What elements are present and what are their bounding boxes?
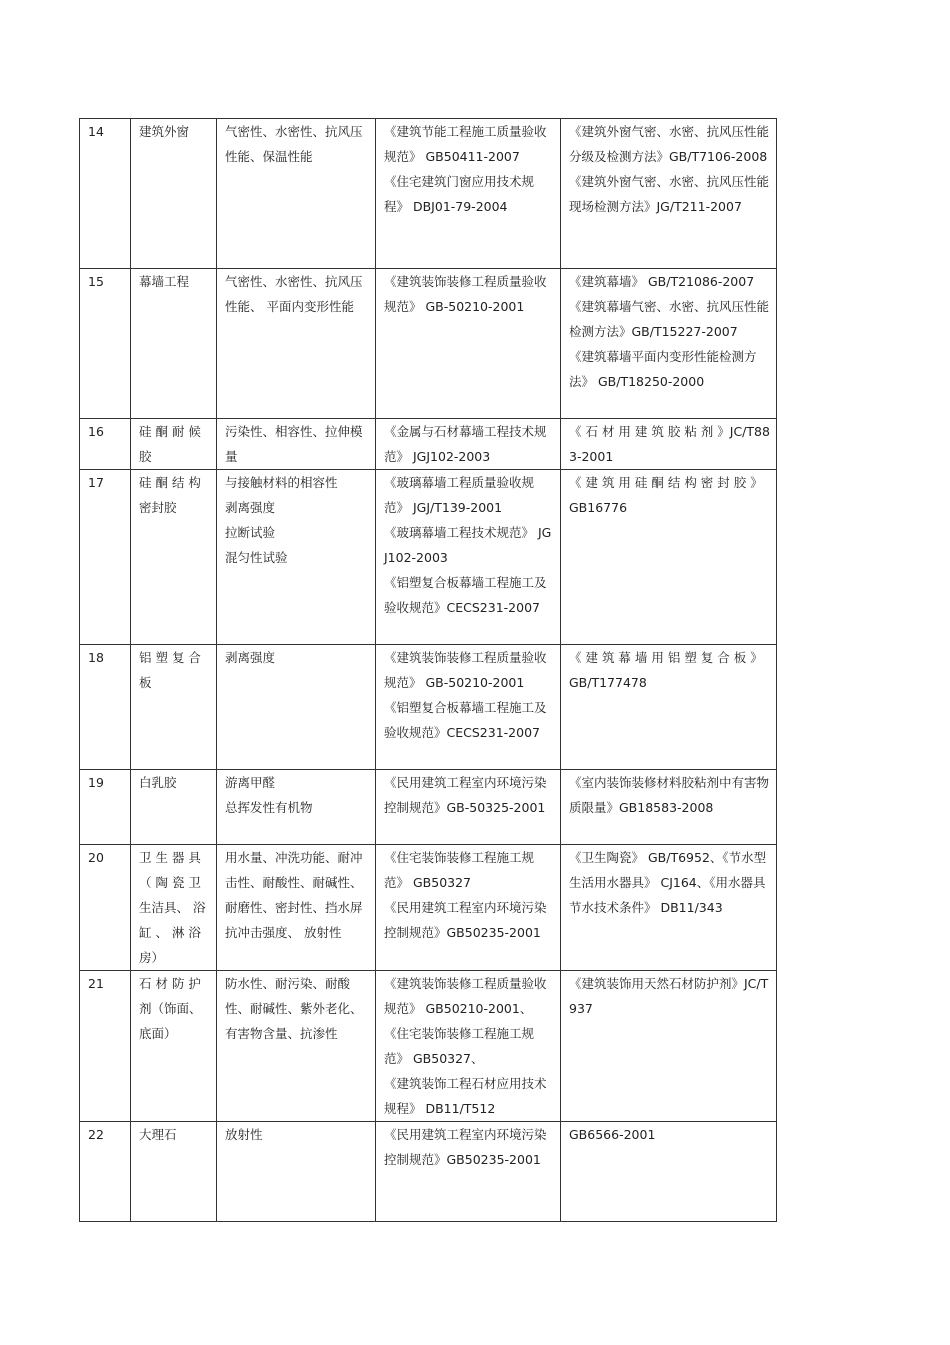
- cell-test-items: [217, 1122, 376, 1222]
- cell-test-methods: [561, 971, 777, 1122]
- cell-text-line: 《民用建筑工程室内环境污染控制规范》GB-50325-2001: [384, 775, 547, 815]
- cell-test-methods: [561, 419, 777, 470]
- cell-text-line: 《民用建筑工程室内环境污染控制规范》GB50235-2001: [384, 900, 547, 940]
- cell-test-items: [217, 419, 376, 470]
- cell-text-line: 《住宅装饰装修工程施工规范》 GB50327: [384, 850, 535, 890]
- cell-text-line: 《铝塑复合板幕墙工程施工及验收规范》CECS231-2007: [384, 700, 547, 740]
- cell-text-line: 《建筑幕墙气密、水密、抗风压性能检测方法》GB/T15227-2007: [569, 299, 770, 339]
- cell-text-line: 《民用建筑工程室内环境污染控制规范》GB50235-2001: [384, 1127, 547, 1167]
- cell-text-line: 混匀性试验: [225, 550, 288, 565]
- cell-test-methods: [561, 845, 777, 971]
- cell-text-line: 《 建 筑 幕 墙 用 铝 塑 复 合 板 》GB/T177478: [569, 650, 763, 690]
- cell-material-name: [131, 845, 217, 971]
- cell-number: 21: [80, 971, 131, 1122]
- cell-acceptance-standards: [376, 1122, 561, 1222]
- cell-acceptance-standards: [376, 470, 561, 645]
- cell-test-items: [217, 269, 376, 419]
- cell-number: 15: [80, 269, 131, 419]
- cell-material-name: [131, 1122, 217, 1222]
- table-body: [80, 119, 777, 1222]
- cell-text-line: 剥离强度: [225, 650, 276, 665]
- table-row: [80, 645, 777, 770]
- cell-text-line: 铝 塑 复 合 板: [139, 650, 201, 690]
- cell-text-line: 《建筑装饰工程石材应用技术规程》 DB11/T512: [384, 1076, 547, 1116]
- cell-text-line: 建筑外窗: [139, 124, 190, 139]
- table-row: [80, 119, 777, 269]
- cell-material-name: [131, 770, 217, 845]
- cell-number: 20: [80, 845, 131, 971]
- cell-material-name: [131, 971, 217, 1122]
- cell-text-line: 《建筑装饰装修工程质量验收规范》 GB-50210-2001: [384, 274, 547, 314]
- cell-text-line: 《建筑装饰用天然石材防护剂》JC/T937: [569, 976, 769, 1016]
- cell-text-line: 卫 生 器 具 （ 陶 瓷 卫 生洁具、 浴 缸 、 淋 浴 房）: [139, 850, 206, 965]
- cell-text-line: 《建筑装饰装修工程质量验收规范》 GB-50210-2001: [384, 650, 547, 690]
- cell-number: 19: [80, 770, 131, 845]
- cell-test-items: [217, 645, 376, 770]
- cell-material-name: [131, 119, 217, 269]
- cell-text-line: 《建筑幕墙》 GB/T21086-2007: [569, 274, 755, 289]
- cell-text-line: 剥离强度: [225, 500, 276, 515]
- table-row: [80, 971, 777, 1122]
- cell-text-line: 气密性、水密性、抗风压性能、 平面内变形性能: [225, 274, 363, 314]
- cell-text-line: 《 建 筑 用 硅 酮 结 构 密 封 胶 》GB16776: [569, 475, 763, 515]
- cell-acceptance-standards: [376, 971, 561, 1122]
- cell-acceptance-standards: [376, 845, 561, 971]
- cell-number: 17: [80, 470, 131, 645]
- cell-text-line: 《铝塑复合板幕墙工程施工及验收规范》CECS231-2007: [384, 575, 547, 615]
- cell-number: 18: [80, 645, 131, 770]
- cell-test-items: [217, 470, 376, 645]
- cell-text-line: 硅 酮 结 构 密封胶: [139, 475, 201, 515]
- cell-material-name: [131, 470, 217, 645]
- cell-test-methods: [561, 645, 777, 770]
- cell-text-line: 《住宅建筑门窗应用技术规程》 DBJ01-79-2004: [384, 174, 535, 214]
- cell-text-line: 《 石 材 用 建 筑 胶 粘 剂 》JC/T883-2001: [569, 424, 770, 464]
- table-row: [80, 419, 777, 470]
- cell-text-line: 总挥发性有机物: [225, 800, 313, 815]
- cell-text-line: 硅 酮 耐 候 胶: [139, 424, 201, 464]
- cell-text-line: 石 材 防 护 剂（饰面、底面）: [139, 976, 202, 1041]
- cell-text-line: 《室内装饰装修材料胶粘剂中有害物质限量》GB18583-2008: [569, 775, 770, 815]
- table-row: [80, 269, 777, 419]
- cell-text-line: 《金属与石材幕墙工程技术规范》 JGJ102-2003: [384, 424, 547, 464]
- cell-number: 14: [80, 119, 131, 269]
- cell-test-items: [217, 770, 376, 845]
- cell-test-items: [217, 971, 376, 1122]
- cell-test-methods: [561, 269, 777, 419]
- cell-text-line: 用水量、冲洗功能、耐冲击性、耐酸性、耐碱性、耐磨性、密封性、挡水屏抗冲击强度、 放射性: [225, 850, 363, 940]
- cell-text-line: 《建筑幕墙平面内变形性能检测方法》 GB/T18250-2000: [569, 349, 757, 389]
- cell-text-line: 《建筑外窗气密、水密、抗风压性能分级及检测方法》GB/T7106-2008: [569, 124, 770, 164]
- cell-number: 22: [80, 1122, 131, 1222]
- cell-text-line: 《建筑外窗气密、水密、抗风压性能现场检测方法》JG/T211-2007: [569, 174, 770, 214]
- cell-text-line: 污染性、相容性、拉伸模量: [225, 424, 363, 464]
- cell-material-name: [131, 645, 217, 770]
- cell-text-line: 拉断试验: [225, 525, 276, 540]
- cell-text-line: 大理石: [139, 1127, 177, 1142]
- cell-text-line: 与接触材料的相容性: [225, 475, 338, 490]
- cell-text-line: 《建筑节能工程施工质量验收规范》 GB50411-2007: [384, 124, 547, 164]
- cell-text-line: 《玻璃幕墙工程技术规范》 JGJ102-2003: [384, 525, 552, 565]
- cell-text-line: 《玻璃幕墙工程质量验收规范》 JGJ/T139-2001: [384, 475, 535, 515]
- cell-text-line: 游离甲醛: [225, 775, 276, 790]
- cell-text-line: 防水性、耐污染、耐酸性、耐碱性、紫外老化、有害物含量、抗渗性: [225, 976, 363, 1041]
- cell-acceptance-standards: [376, 770, 561, 845]
- cell-text-line: 《建筑装饰装修工程质量验收规范》 GB50210-2001、: [384, 976, 547, 1016]
- cell-test-methods: [561, 770, 777, 845]
- cell-text-line: 《住宅装饰装修工程施工规范》 GB50327、: [384, 1026, 535, 1066]
- cell-test-items: [217, 119, 376, 269]
- cell-acceptance-standards: [376, 269, 561, 419]
- standards-table: [79, 118, 777, 1222]
- cell-test-methods: [561, 470, 777, 645]
- cell-text-line: 放射性: [225, 1127, 263, 1142]
- cell-test-methods: [561, 1122, 777, 1222]
- cell-test-methods: [561, 119, 777, 269]
- table-row: [80, 770, 777, 845]
- table-row: [80, 845, 777, 971]
- cell-text-line: GB6566-2001: [569, 1127, 656, 1142]
- cell-acceptance-standards: [376, 645, 561, 770]
- cell-material-name: [131, 419, 217, 470]
- cell-acceptance-standards: [376, 119, 561, 269]
- cell-acceptance-standards: [376, 419, 561, 470]
- table-row: [80, 470, 777, 645]
- cell-text-line: 幕墙工程: [139, 274, 190, 289]
- cell-text-line: 白乳胶: [139, 775, 177, 790]
- cell-text-line: 《卫生陶瓷》 GB/T6952、《节水型生活用水器具》 CJ164、《用水器具节水技术条件》 DB11/343: [569, 850, 767, 915]
- cell-text-line: 气密性、水密性、抗风压性能、保温性能: [225, 124, 363, 164]
- cell-material-name: [131, 269, 217, 419]
- cell-test-items: [217, 845, 376, 971]
- table-row: [80, 1122, 777, 1222]
- cell-number: 16: [80, 419, 131, 470]
